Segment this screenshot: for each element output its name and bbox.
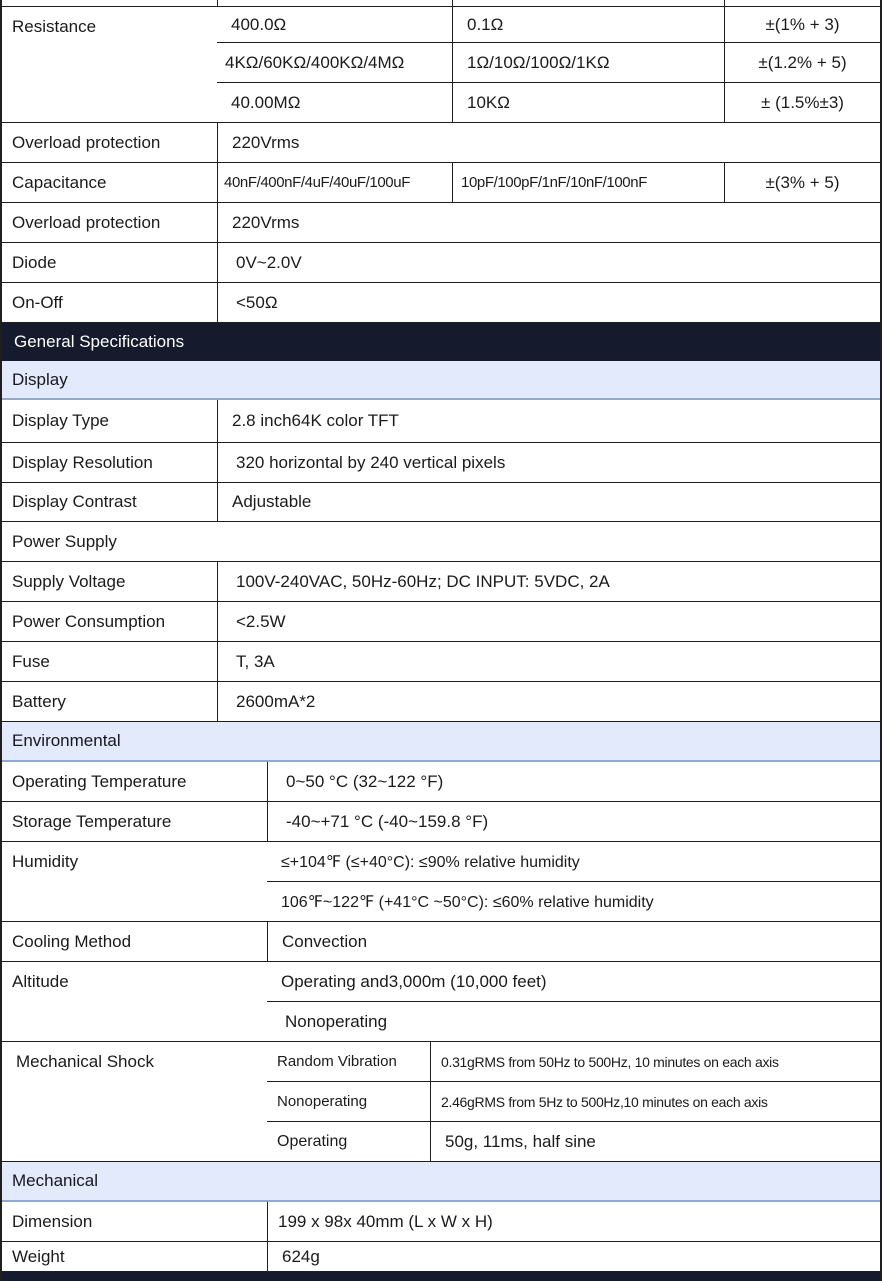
overload-protection-row-1 — [2, 123, 880, 163]
clipped-bottom-dark-band — [2, 1272, 880, 1281]
humidity-subrows — [267, 842, 880, 921]
section-title: Environmental — [12, 731, 121, 750]
on-off-row — [2, 283, 880, 323]
row-label: Dimension — [12, 1211, 93, 1231]
resolution-cell: 10KΩ — [452, 83, 724, 123]
display-type-row — [2, 400, 880, 443]
row-value: <2.5W — [217, 602, 880, 641]
row-label: Display Contrast — [12, 492, 137, 511]
resolution-cell: 1Ω/10Ω/100Ω/1KΩ — [452, 43, 724, 82]
resistance-label: Resistance — [12, 17, 97, 36]
row-value: T, 3A — [217, 642, 880, 681]
condition-label: Nonoperating — [277, 1093, 368, 1110]
row-value: 320 horizontal by 240 vertical pixels — [217, 443, 880, 482]
clipped-cell — [724, 0, 880, 6]
range-cell: 40.00MΩ — [231, 93, 301, 112]
humidity-label: Humidity — [12, 852, 79, 871]
shock-row-nonoperating — [267, 1082, 880, 1122]
row-value: 220Vrms — [217, 123, 880, 162]
weight-row — [2, 1242, 880, 1272]
range-cell: 400.0Ω — [231, 14, 287, 34]
row-value: 624g — [267, 1242, 880, 1271]
mechanical-shock-group — [2, 1042, 880, 1162]
mechanical-shock-subrows — [267, 1042, 880, 1161]
row-label: Power Consumption — [12, 611, 166, 631]
clipped-cell — [2, 0, 217, 6]
cooling-method-row — [2, 922, 880, 962]
altitude-row-2 — [267, 1002, 880, 1042]
row-value: 0V~2.0V — [217, 243, 880, 282]
row-value: 2600mA*2 — [217, 682, 880, 721]
range-cell: 4KΩ/60KΩ/400KΩ/4MΩ — [225, 52, 405, 72]
row-label: Overload protection — [12, 212, 161, 232]
resistance-subrows — [217, 7, 880, 122]
condition-value: 0.31gRMS from 50Hz to 500Hz, 10 minutes on each axis — [430, 1042, 880, 1081]
altitude-row-1 — [267, 962, 880, 1002]
display-section-header — [2, 361, 880, 400]
clipped-cell — [217, 0, 452, 6]
altitude-subrows — [267, 962, 880, 1041]
battery-row — [2, 682, 880, 722]
power-consumption-row — [2, 602, 880, 642]
row-value: 0~50 °C (32~122 °F) — [267, 762, 880, 801]
power-supply-section-header — [2, 522, 880, 562]
row-label: Fuse — [12, 651, 50, 671]
altitude-group — [2, 962, 880, 1042]
humidity-row-1 — [267, 842, 880, 882]
row-value: Convection — [267, 922, 880, 961]
clipped-top-row — [2, 0, 880, 7]
altitude-label: Altitude — [12, 972, 69, 991]
row-value: 220Vrms — [217, 203, 880, 242]
row-value: <50Ω — [217, 283, 880, 322]
row-value: -40~+71 °C (-40~159.8 °F) — [267, 802, 880, 841]
row-value: 2.8 inch64K color TFT — [217, 400, 880, 442]
condition-value: 50g, 11ms, half sine — [430, 1122, 880, 1162]
row-value: Operating and3,000m (10,000 feet) — [281, 971, 547, 991]
row-label: Capacitance — [12, 172, 107, 192]
row-value: Adjustable — [217, 483, 880, 521]
humidity-row-2 — [267, 882, 880, 922]
capacitance-row — [2, 163, 880, 203]
display-resolution-row — [2, 443, 880, 483]
general-specifications-header — [2, 323, 880, 361]
row-label: Display Resolution — [12, 452, 153, 472]
row-label: Display Type — [12, 411, 110, 430]
row-label: Supply Voltage — [12, 571, 126, 591]
supply-voltage-row — [2, 562, 880, 602]
section-title: Mechanical — [12, 1171, 98, 1190]
operating-temperature-row — [2, 762, 880, 802]
resistance-row-3 — [217, 83, 880, 123]
resolution-cell: 0.1Ω — [452, 7, 724, 42]
resolution-cell: 10pF/100pF/1nF/10nF/100nF — [452, 163, 724, 202]
row-label: Diode — [12, 252, 57, 272]
resistance-row-1 — [217, 7, 880, 43]
accuracy-cell: ±(3% + 5) — [724, 163, 880, 202]
mechanical-section-header — [2, 1162, 880, 1202]
accuracy-cell: ±(1.2% + 5) — [724, 43, 880, 82]
condition-value: 2.46gRMS from 5Hz to 500Hz,10 minutes on each axis — [430, 1082, 880, 1121]
fuse-row — [2, 642, 880, 682]
humidity-group — [2, 842, 880, 922]
range-cell: 40nF/400nF/4uF/40uF/100uF — [217, 163, 452, 202]
row-label: Battery — [12, 691, 66, 711]
row-value: ≤+104℉ (≤+40°C): ≤90% relative humidity — [281, 853, 580, 871]
resistance-group — [2, 7, 880, 123]
clipped-cell — [452, 0, 724, 6]
condition-label: Random Vibration — [277, 1053, 397, 1070]
row-label: Weight — [12, 1246, 65, 1266]
section-title: Power Supply — [12, 531, 117, 551]
row-value: 106℉~122℉ (+41°C ~50°C): ≤60% relative humidity — [281, 894, 654, 911]
storage-temperature-row — [2, 802, 880, 842]
section-title: Display — [12, 369, 68, 389]
row-value: 199 x 98x 40mm (L x W x H) — [267, 1202, 880, 1241]
condition-label: Operating — [277, 1133, 348, 1150]
shock-row-operating — [267, 1122, 880, 1162]
section-title: General Specifications — [14, 332, 185, 351]
mechanical-shock-label: Mechanical Shock — [16, 1052, 154, 1071]
accuracy-cell: ± (1.5%±3) — [724, 83, 880, 123]
row-label: Overload protection — [12, 132, 161, 152]
shock-row-random-vibration — [267, 1042, 880, 1082]
resistance-row-2 — [217, 43, 880, 83]
display-contrast-row — [2, 483, 880, 522]
diode-row — [2, 243, 880, 283]
row-label: Cooling Method — [12, 931, 132, 951]
row-label: On-Off — [12, 292, 63, 312]
row-value: Nonoperating — [285, 1012, 388, 1031]
row-label: Storage Temperature — [12, 811, 172, 831]
accuracy-cell: ±(1% + 3) — [724, 7, 880, 42]
environmental-section-header — [2, 722, 880, 762]
row-value: 100V-240VAC, 50Hz-60Hz; DC INPUT: 5VDC, 2A — [217, 562, 880, 601]
row-label: Operating Temperature — [12, 771, 187, 791]
overload-protection-row-2 — [2, 203, 880, 243]
dimension-row — [2, 1202, 880, 1242]
